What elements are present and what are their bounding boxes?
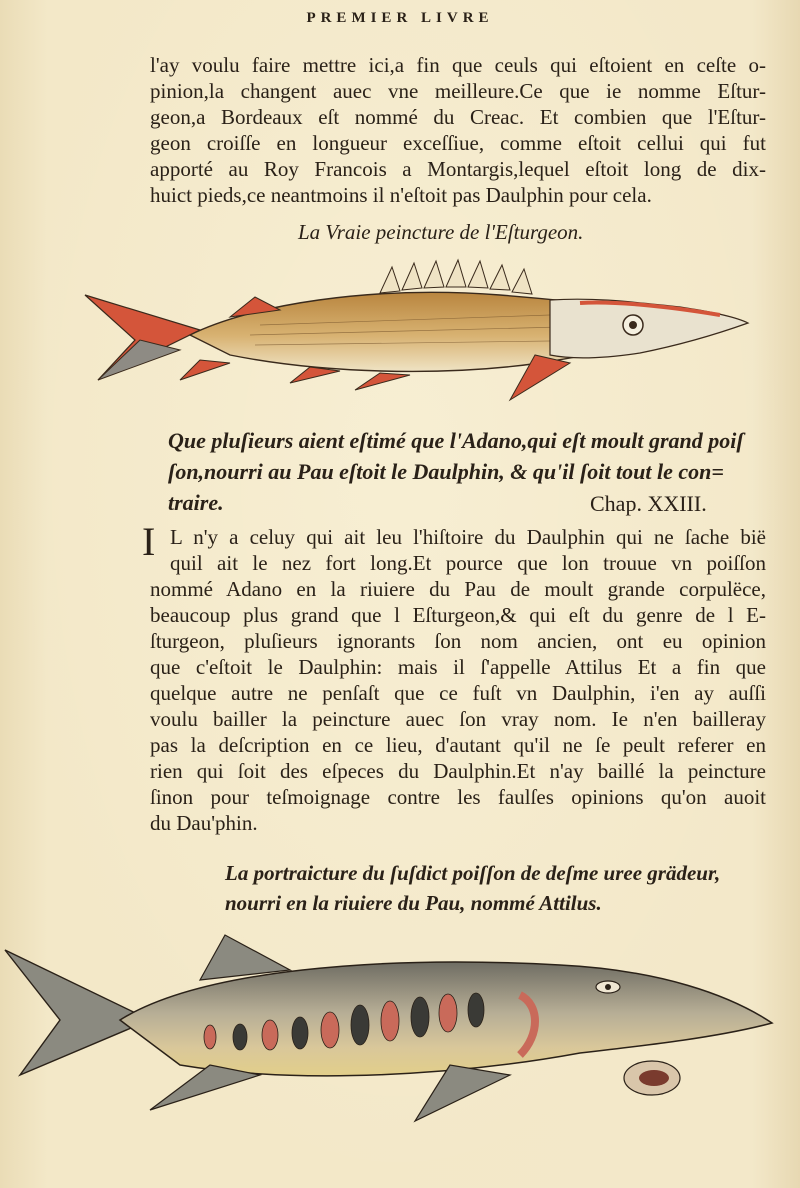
drop-cap: I — [142, 519, 156, 564]
paragraph-chapter-opening — [170, 524, 766, 576]
chapter-title-line: Que pluſieurs aient eſtimé que l'Adano,qui eſt moult grand poiſ — [168, 428, 744, 453]
text-line: pinion,la changent auec vne meilleure.Ce que ie nomme Eſtur- — [150, 79, 766, 103]
attilus-illustration — [0, 925, 790, 1125]
paragraph-intro — [150, 52, 766, 208]
chapter-number: Chap. XXIII. — [590, 491, 707, 516]
caption-line: La portraicture du ſuſdict poiſſon de deſme uree grädeur, — [225, 861, 721, 885]
text-line: voulu bailler la peincture auec ſon vray nom. Ie n'en bailleray — [150, 707, 766, 731]
text-line: quil ait le nez fort long.Et pource que lon trouue vn poiſſon — [170, 551, 766, 575]
running-head: PREMIER LIVRE — [306, 10, 494, 26]
sturgeon-illustration — [80, 255, 760, 405]
text-line: huict pieds,ce neantmoins il n'eſtoit pas Daulphin pour cela. — [150, 183, 652, 207]
text-line: ſturgeon, pluſieurs ignorants ſon nom ancien, ont eu opinion — [150, 629, 766, 653]
text-line: pas la deſcription en ce lieu, d'autant qu'il ne ſe peult referer en — [150, 733, 766, 757]
caption-attilus — [225, 858, 720, 918]
text-line: nommé Adano en la riuiere du Pau de moult grande corpulëce, — [150, 577, 766, 601]
text-line: ſinon pour teſmoignage contre les faulſes opinions qu'on auoit — [150, 785, 766, 809]
paragraph-chapter — [150, 576, 766, 836]
text-line: l'ay voulu faire mettre ici,a fin que ceuls qui eſtoient en ceſte o- — [150, 53, 766, 77]
text-line: L n'y a celuy qui ait leu l'hiſtoire du Daulphin qui ne ſache bië — [170, 525, 766, 549]
text-line: rien qui ſoit des eſpeces du Daulphin.Et n'ay baillé la peincture — [150, 759, 766, 783]
caption-sturgeon: La Vraie peincture de l'Eſturgeon. — [298, 220, 584, 244]
text-line: geon,a Bordeaux eſt nommé du Creac. Et combien que l'Eſtur- — [150, 105, 766, 129]
chapter-title-line: traire. — [168, 490, 224, 515]
text-line: geon croiſſe en longueur exceſſiue, comme eſtoit cellui qui fut — [150, 131, 766, 155]
chapter-title-line: ſon,nourri au Pau eſtoit le Daulphin, & qu'il ſoit tout le con= — [168, 459, 724, 484]
text-line: apporté au Roy Francois a Montargis,lequel eſtoit long de dix- — [150, 157, 766, 181]
text-line: que c'eſtoit le Daulphin: mais il ſ'appelle Attilus Et a fin que — [150, 655, 766, 679]
text-line: beaucoup plus grand que l Eſturgeon,& qui eſt du genre de l E- — [150, 603, 766, 627]
text-line: du Dau'phin. — [150, 811, 258, 835]
caption-line: nourri en la riuiere du Pau, nommé Attilus. — [225, 891, 602, 915]
text-line: quelque autre ne penſaſt que ce fuſt vn Daulphin, i'en ay auſſi — [150, 681, 766, 705]
